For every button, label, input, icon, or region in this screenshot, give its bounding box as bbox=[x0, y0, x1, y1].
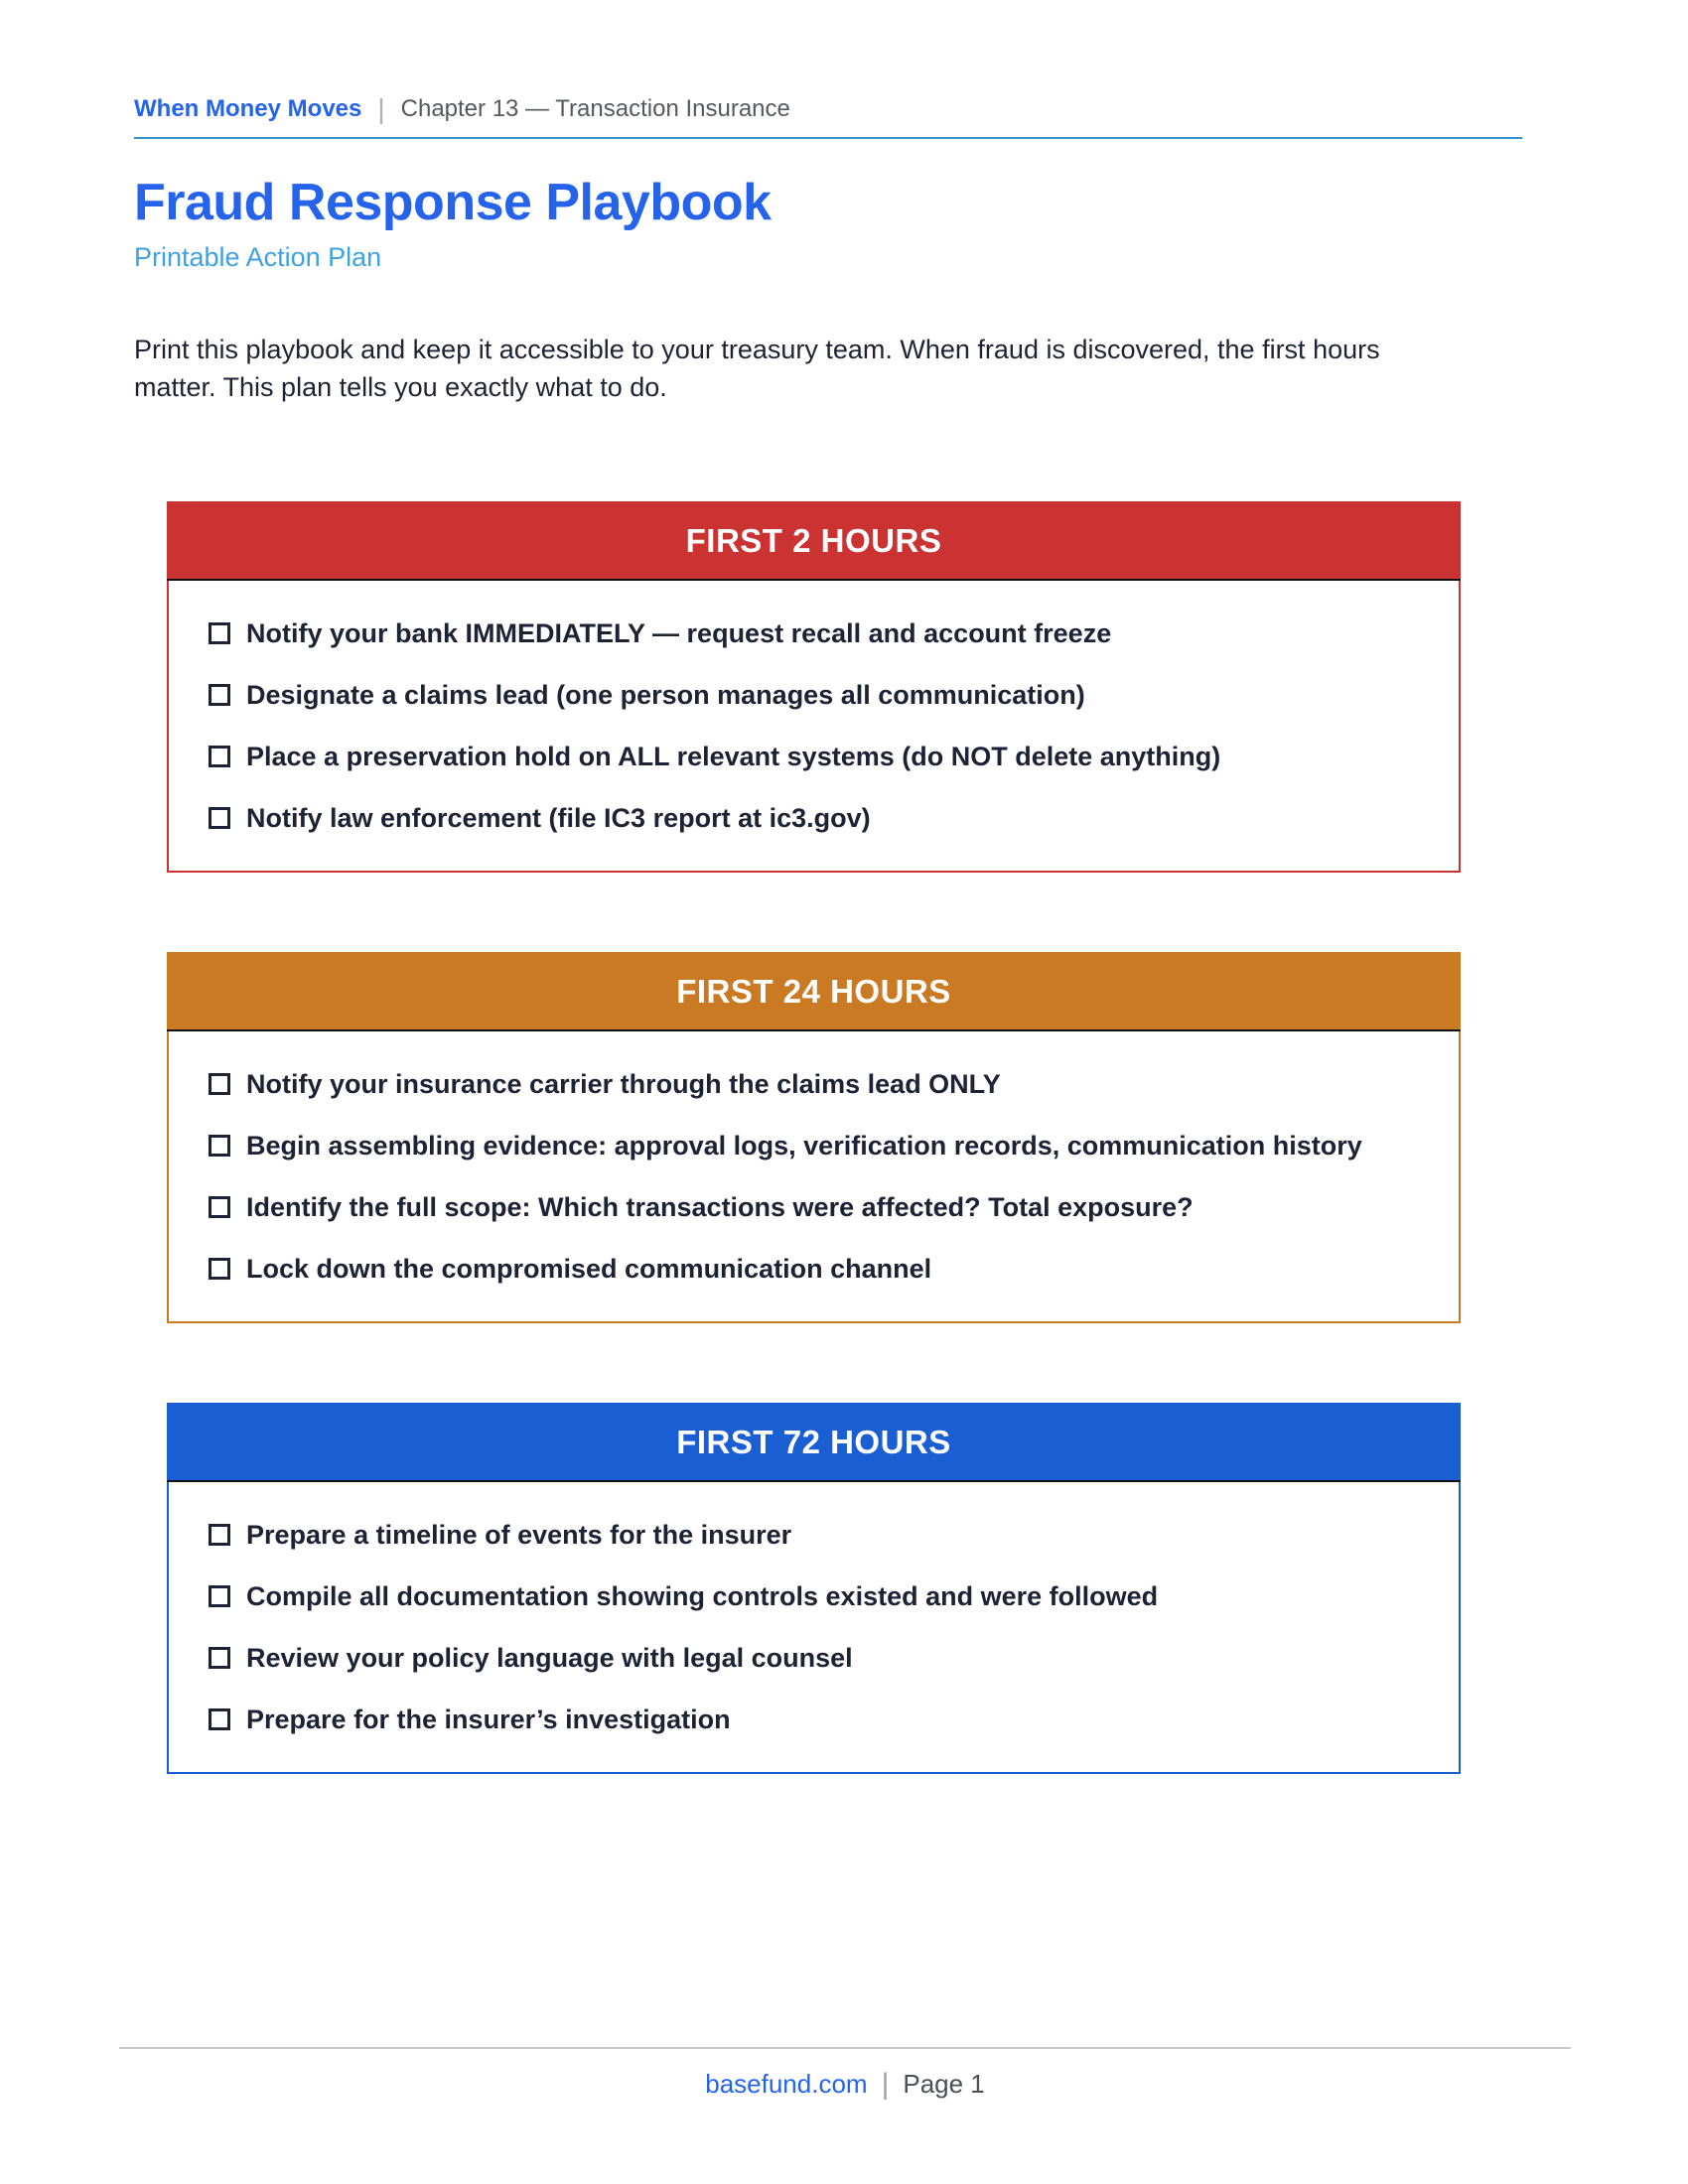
footer-page-number: Page 1 bbox=[903, 2069, 985, 2099]
section-heading-first-72-hours: FIRST 72 HOURS bbox=[167, 1403, 1461, 1482]
checklist-item bbox=[209, 738, 1419, 775]
checklist-item bbox=[209, 1065, 1419, 1103]
document-header bbox=[134, 0, 1522, 139]
section-first-24-hours bbox=[167, 952, 1461, 1323]
checkbox-icon[interactable] bbox=[209, 1258, 230, 1280]
checklist-item bbox=[209, 1639, 1419, 1677]
checkbox-icon[interactable] bbox=[209, 1585, 230, 1607]
intro-paragraph: Print this playbook and keep it accessible to your treasury team. When fraud is discovered, the first hours matter. This plan tells you exactly what to do. bbox=[134, 335, 1380, 402]
checklist-item bbox=[209, 799, 1419, 837]
page-subtitle: Printable Action Plan bbox=[134, 242, 382, 272]
checklist-first-2-hours bbox=[167, 581, 1461, 873]
footer-site-link[interactable]: basefund.com bbox=[705, 2069, 868, 2099]
checkbox-icon[interactable] bbox=[209, 746, 230, 767]
checkbox-icon[interactable] bbox=[209, 807, 230, 829]
checklist-item-label: Review your policy language with legal counsel bbox=[246, 1643, 853, 1673]
brand-title: When Money Moves bbox=[134, 95, 362, 122]
checklist-item bbox=[209, 1577, 1419, 1615]
section-first-2-hours bbox=[167, 501, 1461, 873]
checklist-item-label: Designate a claims lead (one person manages all communication) bbox=[246, 680, 1085, 710]
checklist-first-24-hours bbox=[167, 1031, 1461, 1323]
checklist-item-label: Place a preservation hold on ALL relevant systems (do NOT delete anything) bbox=[246, 742, 1221, 771]
header-divider: | bbox=[377, 93, 385, 124]
checklist-item-label: Identify the full scope: Which transactions were affected? Total exposure? bbox=[246, 1192, 1194, 1222]
checklist-item bbox=[209, 1701, 1419, 1738]
checklist-item-label: Compile all documentation showing controls existed and were followed bbox=[246, 1581, 1159, 1611]
section-heading-first-2-hours: FIRST 2 HOURS bbox=[167, 501, 1461, 581]
checklist-item bbox=[209, 1250, 1419, 1288]
checklist-item bbox=[209, 1188, 1419, 1226]
document-footer bbox=[119, 2047, 1571, 2100]
checklist-item-label: Lock down the compromised communication channel bbox=[246, 1254, 932, 1284]
checklist-item bbox=[209, 1516, 1419, 1554]
checklist-item-label: Notify your insurance carrier through the claims lead ONLY bbox=[246, 1069, 1001, 1099]
checklist-first-72-hours bbox=[167, 1482, 1461, 1774]
checkbox-icon[interactable] bbox=[209, 1073, 230, 1095]
section-first-72-hours bbox=[167, 1403, 1461, 1774]
checklist-item-label: Notify law enforcement (file IC3 report at ic3.gov) bbox=[246, 803, 871, 833]
page-title: Fraud Response Playbook bbox=[134, 174, 772, 231]
chapter-label: Chapter 13 — Transaction Insurance bbox=[400, 95, 790, 122]
footer-divider: | bbox=[881, 2067, 890, 2101]
checklist-item-label: Notify your bank IMMEDIATELY — request recall and account freeze bbox=[246, 618, 1112, 648]
checklist-item-label: Begin assembling evidence: approval logs, verification records, communication history bbox=[246, 1131, 1362, 1160]
checklist-item bbox=[209, 676, 1419, 714]
checkbox-icon[interactable] bbox=[209, 1524, 230, 1546]
checkbox-icon[interactable] bbox=[209, 1647, 230, 1669]
checkbox-icon[interactable] bbox=[209, 1196, 230, 1218]
section-heading-first-24-hours: FIRST 24 HOURS bbox=[167, 952, 1461, 1031]
checklist-item bbox=[209, 1127, 1419, 1164]
checklist-item-label: Prepare for the insurer’s investigation bbox=[246, 1705, 731, 1734]
checkbox-icon[interactable] bbox=[209, 1708, 230, 1730]
checklist-item-label: Prepare a timeline of events for the insurer bbox=[246, 1520, 792, 1550]
checklist-item bbox=[209, 614, 1419, 652]
checkbox-icon[interactable] bbox=[209, 1135, 230, 1157]
checkbox-icon[interactable] bbox=[209, 622, 230, 644]
checkbox-icon[interactable] bbox=[209, 684, 230, 706]
